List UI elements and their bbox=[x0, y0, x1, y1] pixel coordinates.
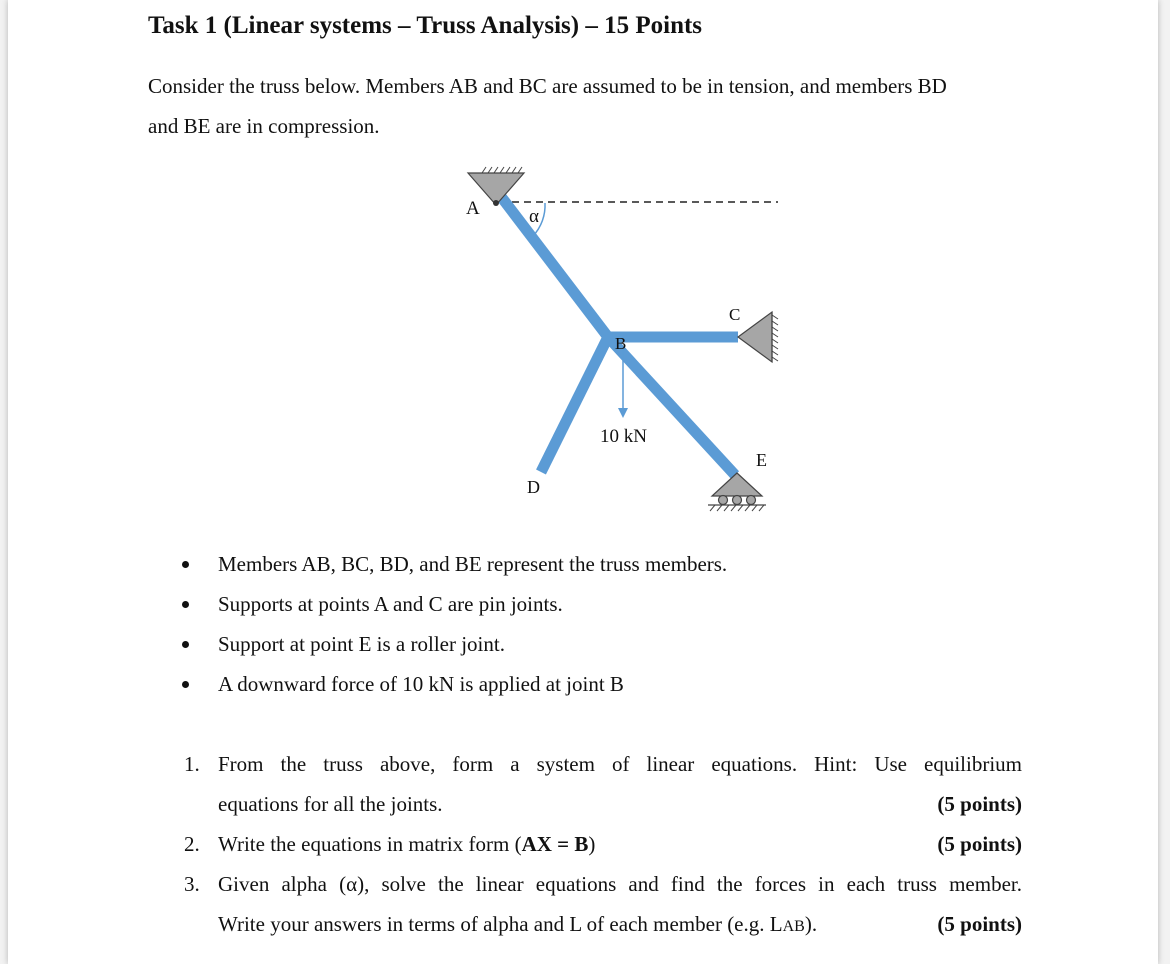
bullet-text: Support at point E is a roller joint. bbox=[218, 632, 505, 656]
bullet-dot bbox=[182, 681, 189, 688]
member-bd bbox=[541, 337, 608, 472]
member-be bbox=[608, 337, 735, 475]
task-3-text-prefix: Write your answers in terms of alpha and L of each member (e.g. L bbox=[218, 912, 783, 936]
bullet-dot bbox=[182, 601, 189, 608]
task-3-line-1: Given alpha (α), solve the linear equations and find the forces in each truss member. bbox=[218, 872, 1022, 896]
task-item-3 bbox=[184, 864, 1022, 947]
list-item bbox=[168, 584, 1068, 624]
label-force: 10 kN bbox=[600, 426, 647, 447]
task-number: 2. bbox=[184, 832, 200, 856]
list-item bbox=[168, 544, 1068, 584]
bullet-dot bbox=[182, 641, 189, 648]
task-3-text-suffix: ). bbox=[804, 912, 818, 936]
task-1-line-1: From the truss above, form a system of linear equations. Hint: Use equilibrium bbox=[218, 752, 1022, 776]
task-number: 3. bbox=[184, 872, 200, 896]
bullet-text: Supports at points A and C are pin joints. bbox=[218, 592, 563, 616]
task-2-text-before: Write the equations in matrix form ( bbox=[218, 832, 522, 856]
task-3-line-2 bbox=[218, 904, 1022, 947]
bullet-text: Members AB, BC, BD, and BE represent the truss members. bbox=[218, 552, 728, 576]
bullet-list bbox=[168, 544, 1068, 704]
label-b: B bbox=[615, 334, 627, 353]
task-3-points: (5 points) bbox=[937, 912, 1022, 936]
task-list bbox=[184, 744, 1022, 947]
list-item bbox=[168, 624, 1068, 664]
label-c: C bbox=[729, 305, 741, 324]
task-1-text: equations for all the joints. bbox=[218, 792, 443, 816]
task-3-subscript: AB bbox=[782, 918, 805, 935]
task-item-1 bbox=[184, 744, 1022, 824]
task-2-matrix-form: AX = B bbox=[521, 832, 589, 856]
task-number: 1. bbox=[184, 752, 200, 776]
member-ab bbox=[496, 190, 608, 337]
task-2-text-after: ) bbox=[588, 832, 596, 856]
bullet-dot bbox=[182, 561, 189, 568]
document-page bbox=[8, 0, 1158, 964]
label-alpha: α bbox=[529, 206, 539, 227]
task-2-line bbox=[218, 824, 1022, 864]
bullet-text: A downward force of 10 kN is applied at joint B bbox=[218, 672, 624, 696]
intro-line-1: Consider the truss below. Members AB and BC are assumed to be in tension, and members BD bbox=[148, 74, 947, 98]
intro-line-2: and BE are in compression. bbox=[148, 114, 380, 138]
label-a: A bbox=[466, 198, 480, 219]
task-1-line-2 bbox=[218, 784, 1022, 824]
task-3-text bbox=[218, 904, 817, 947]
truss-diagram bbox=[8, 0, 1158, 540]
list-item bbox=[168, 664, 1068, 704]
label-e: E bbox=[756, 450, 767, 470]
task-2-text bbox=[218, 824, 595, 864]
task-item-2 bbox=[184, 824, 1022, 864]
pin-support-c bbox=[738, 312, 778, 362]
label-d: D bbox=[527, 477, 540, 497]
task-title: Task 1 (Linear systems – Truss Analysis) – 15 Points bbox=[148, 12, 703, 39]
task-2-points: (5 points) bbox=[937, 832, 1022, 856]
roller-support-e bbox=[708, 473, 766, 511]
task-1-points: (5 points) bbox=[937, 792, 1022, 816]
